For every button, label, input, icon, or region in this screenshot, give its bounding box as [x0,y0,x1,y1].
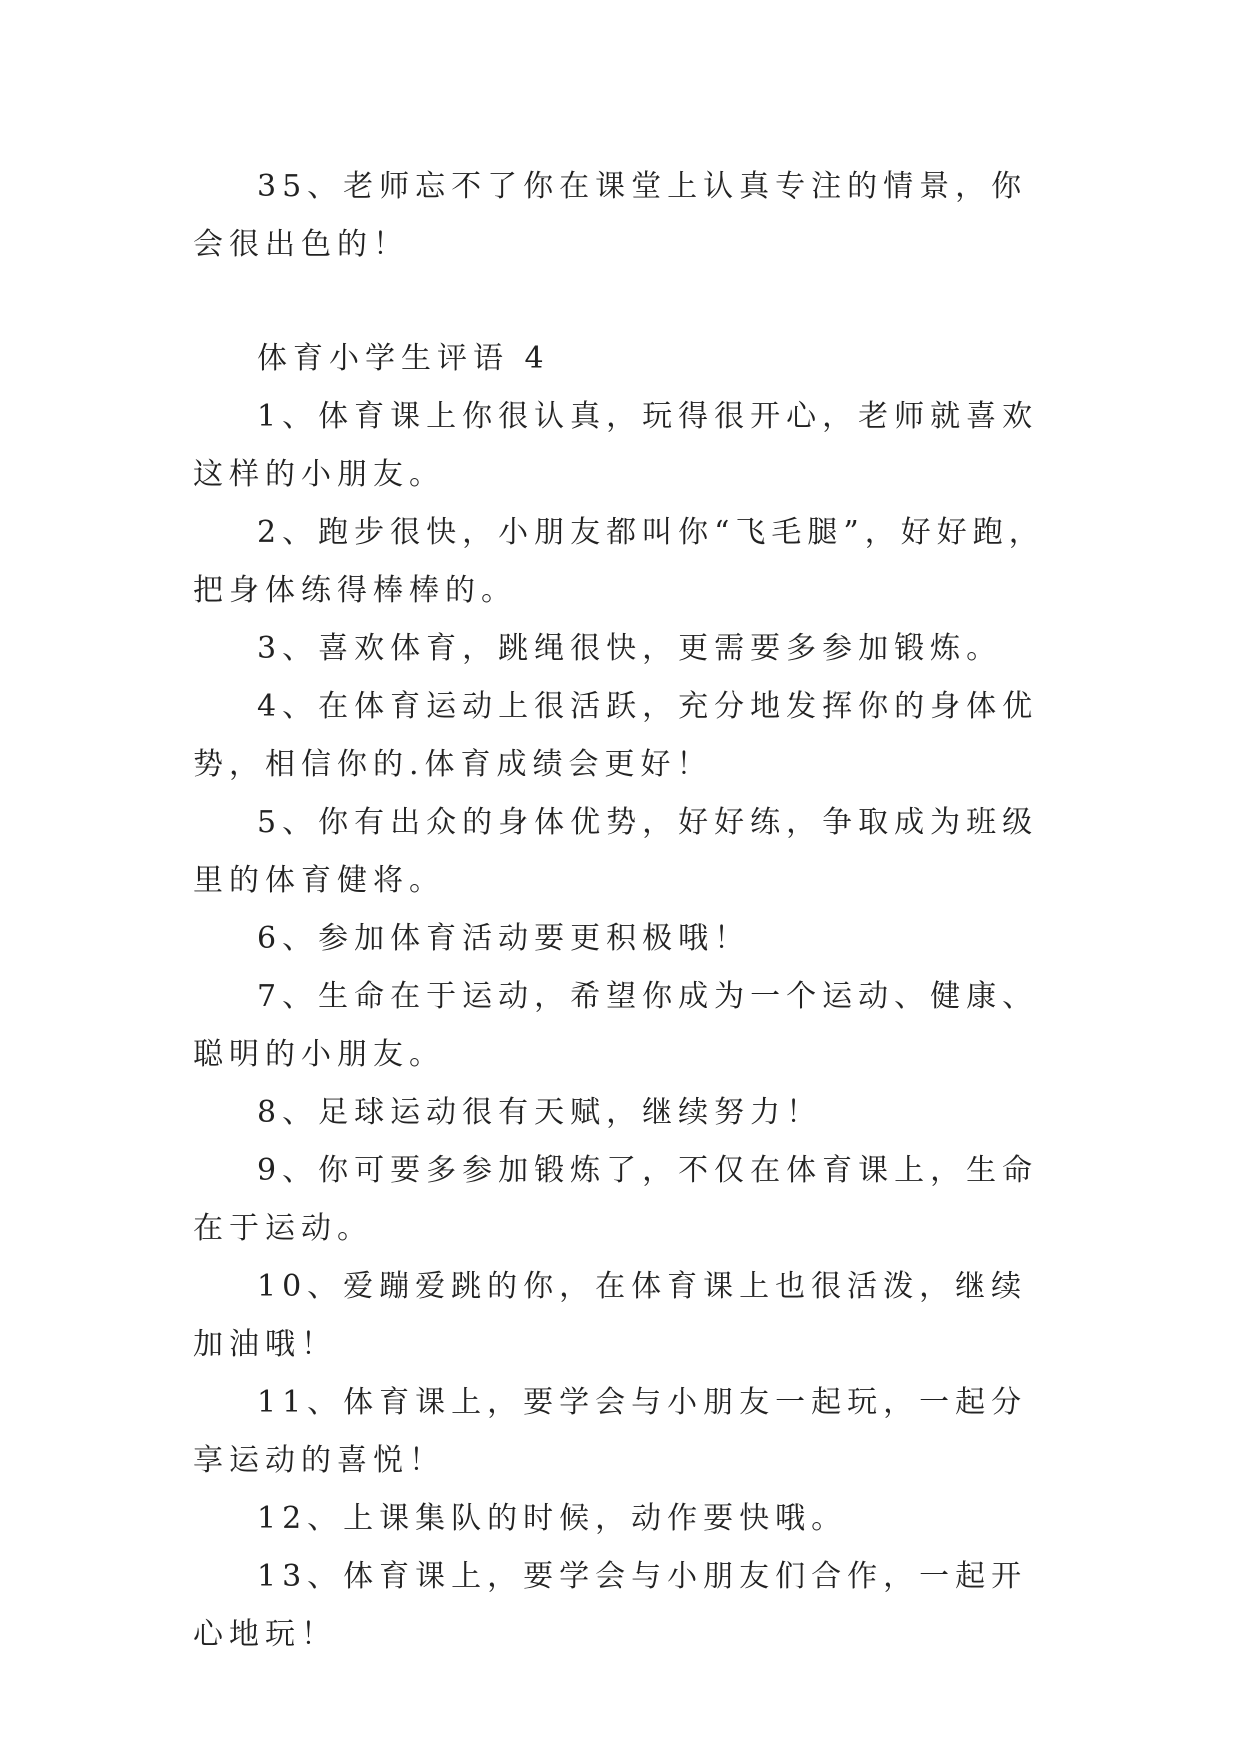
list-item: 8、足球运动很有天赋，继续努力！ [257,1095,823,1130]
list-item: 4、在体育运动上很活跃，充分地发挥你的身体优势，相信你的.体育成绩会更好！ [193,689,1039,782]
list-item: 3、喜欢体育，跳绳很快，更需要多参加锻炼。 [257,631,1003,666]
list-item: 5、你有出众的身体优势，好好练，争取成为班级里的体育健将。 [193,805,1039,898]
list-item: 9、你可要多参加锻炼了，不仅在体育课上，生命在于运动。 [193,1153,1039,1246]
list-item: 1、体育课上你很认真，玩得很开心，老师就喜欢这样的小朋友。 [193,399,1039,492]
list-item: 10、爱蹦爱跳的你，在体育课上也很活泼，继续加油哦！ [193,1269,1028,1362]
document-body [193,158,1053,1664]
section-heading: 体育小学生评语 4 [257,341,550,376]
list-item: 7、生命在于运动，希望你成为一个运动、健康、聪明的小朋友。 [193,979,1039,1072]
list-item: 11、体育课上，要学会与小朋友一起玩，一起分享运动的喜悦！ [193,1385,1028,1478]
list-item: 12、上课集队的时候，动作要快哦。 [257,1501,848,1536]
intro-paragraph: 35、老师忘不了你在课堂上认真专注的情景，你会很出色的！ [193,169,1028,262]
list-item: 13、体育课上，要学会与小朋友们合作，一起开心地玩！ [193,1559,1028,1652]
list-item: 6、参加体育活动要更积极哦！ [257,921,751,956]
list-item: 2、跑步很快，小朋友都叫你“飞毛腿”，好好跑，把身体练得棒棒的。 [193,515,1045,608]
